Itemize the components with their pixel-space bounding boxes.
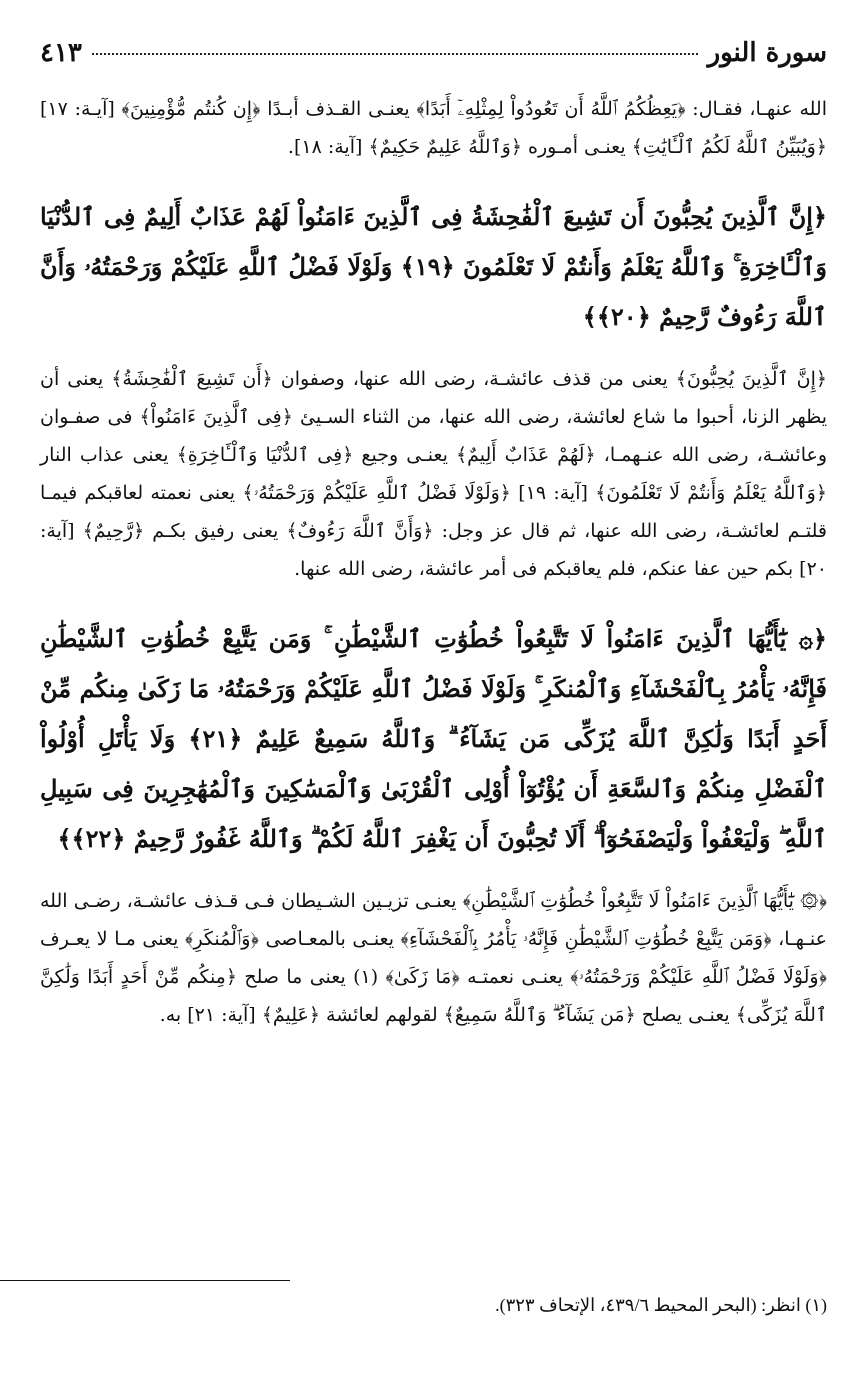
commentary-paragraph-3: ﴿۞ يَٰٓأَيُّهَا ٱلَّذِينَ ءَامَنُواْ لَا تَتَّبِعُواْ خُطُوَٰتِ ٱلشَّيْطَٰنِ﴾ يعنـى تزيـين الشـيطان فـى قـذف عائشـة، رضـى الله عنـهـا، ﴿وَمَن يَتَّبِعْ خُطُوَٰتِ ٱلشَّيْطَٰنِ فَإِنَّهُۥ يَأْمُرُ بِٱلْفَحْشَآءِ﴾ يعنـى بالمعـاصى ﴿وَٱلْمُنكَرِ﴾ يعنى مـا لا يعـرف ﴿وَلَوْلَا فَضْلُ ٱللَّهِ عَلَيْكُمْ وَرَحْمَتُهُۥ﴾ يعنـى نعمتـه ﴿مَا زَكَىٰ﴾ (١) يعنى ما صلح ﴿مِنكُم مِّنْ أَحَدٍ أَبَدًا وَلَٰكِنَّ ٱللَّهَ يُزَكِّى﴾ يعنـى يصلح ﴿مَن يَشَآءُ ۗ وَٱللَّهُ سَمِيعٌ﴾ لقولهم لعائشة ﴿عَلِيمٌ﴾ [آية: ٢١] به. [40, 890, 828, 1026]
quran-verses-21-22: ﴿۞ يَٰٓأَيُّهَا ٱلَّذِينَ ءَامَنُواْ لَا تَتَّبِعُواْ خُطُوَٰتِ ٱلشَّيْطَٰنِ ۚ وَمَن يَتَّبِعْ خُطُوَٰتِ ٱلشَّيْطَٰنِ فَإِنَّهُۥ يَأْمُرُ بِٱلْفَحْشَآءِ وَٱلْمُنكَرِ ۚ وَلَوْلَا فَضْلُ ٱللَّهِ عَلَيْكُمْ وَرَحْمَتُهُۥ مَا زَكَىٰ مِنكُم مِّنْ أَحَدٍ أَبَدًا وَلَٰكِنَّ ٱللَّهَ يُزَكِّى مَن يَشَآءُ ۗ وَٱللَّهُ سَمِيعٌ عَلِيمٌ ﴿٢١﴾ وَلَا يَأْتَلِ أُوْلُواْ ٱلْفَضْلِ مِنكُمْ وَٱلسَّعَةِ أَن يُؤْتُوٓاْ أُوْلِى ٱلْقُرْبَىٰ وَٱلْمَسَٰكِينَ وَٱلْمُهَٰجِرِينَ فِى سَبِيلِ ٱللَّهِ ۖ وَلْيَعْفُواْ وَلْيَصْفَحُوٓاْ ۗ أَلَا تُحِبُّونَ أَن يَغْفِرَ ٱللَّهُ لَكُمْ ۗ وَٱللَّهُ غَفُورٌ رَّحِيمٌ ﴿٢٢﴾﴾ [40, 624, 827, 853]
commentary-paragraph-2: ﴿إِنَّ ٱلَّذِينَ يُحِبُّونَ﴾ يعنى من قذف عائشـة، رضى الله عنها، وصفوان ﴿أَن تَشِيعَ ٱلْفَٰحِشَةُ﴾ يعنى أن يظهر الزنا، أحبوا ما شاع لعائشة، رضى الله عنها، من الثناء السـيئ ﴿فِى ٱلَّذِينَ ءَامَنُواْ﴾ فى صفـوان وعائشـة، رضى الله عنـهمـا، ﴿لَهُمْ عَذَابٌ أَلِيمٌ﴾ يعنـى وجيع ﴿فِى ٱلدُّنْيَا وَٱلْـَٔاخِرَةِ﴾ يعنى عذاب النار ﴿وَٱللَّهُ يَعْلَمُ وَأَنتُمْ لَا تَعْلَمُونَ﴾ [آية: ١٩] ﴿وَلَوْلَا فَضْلُ ٱللَّهِ عَلَيْكُمْ وَرَحْمَتُهُۥ﴾ يعنى نعمته لعاقبكم فيمـا قلتـم لعائشـة، رضى الله عنها، ثم قال عز وجل: ﴿وَأَنَّ ٱللَّهَ رَءُوفٌ﴾ يعنى رفيق بكـم ﴿رَّحِيمٌ﴾ [آية: ٢٠] بكم حين عفا عنكم، فلم يعاقبكم فى أمر عائشة، رضى الله عنها. [40, 368, 827, 580]
page-header [40, 38, 827, 90]
footnote-separator [0, 1280, 290, 1281]
surah-title: سورة النور [707, 38, 827, 68]
page-number: ٤١٣ [40, 38, 82, 68]
footnote: (١) انظر: (البحر المحيط ٤٣٩/٦، الإتحاف ٣٢٣). [495, 1295, 827, 1315]
commentary-paragraph-1: الله عنهـا، فقـال: ﴿يَعِظُكُمُ ٱللَّهُ أَن تَعُودُواْ لِمِثْلِهِۦٓ أَبَدًا﴾ يعنـى القـذف أبـدًا ﴿إِن كُنتُم مُّؤْمِنِينَ﴾ [آيـة: ١٧] ﴿وَيُبَيِّنُ ٱللَّهُ لَكُمُ ٱلْـَٔايَٰتِ﴾ يعنـى أمـوره ﴿وَٱللَّهُ عَلِيمٌ حَكِيمٌ﴾ [آية: ١٨]. [40, 98, 827, 158]
quran-verses-19-20: ﴿إِنَّ ٱلَّذِينَ يُحِبُّونَ أَن تَشِيعَ ٱلْفَٰحِشَةُ فِى ٱلَّذِينَ ءَامَنُواْ لَهُمْ عَذَابٌ أَلِيمٌ فِى ٱلدُّنْيَا وَٱلْـَٔاخِرَةِ ۚ وَٱللَّهُ يَعْلَمُ وَأَنتُمْ لَا تَعْلَمُونَ ﴿١٩﴾ وَلَوْلَا فَضْلُ ٱللَّهِ عَلَيْكُمْ وَرَحْمَتُهُۥ وَأَنَّ ٱللَّهَ رَءُوفٌ رَّحِيمٌ ﴿٢٠﴾﴾ [40, 202, 827, 331]
header-leader-dots [92, 53, 698, 55]
